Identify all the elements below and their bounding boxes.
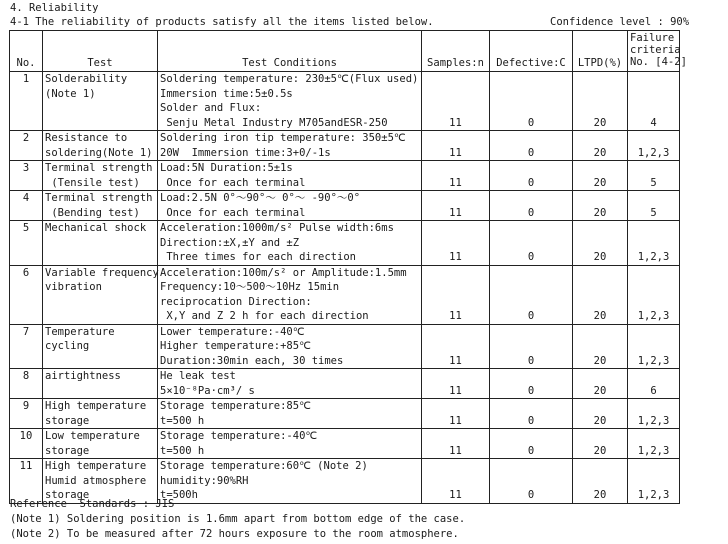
ltpd-cell: 20 [573,161,628,191]
failure-criteria-cell: 1,2,3 [628,324,680,369]
test-conditions-cell [158,131,422,161]
col-header-samples: Samples:n [422,31,490,72]
defective-cell: 0 [490,369,573,399]
test-conditions-cell [158,369,422,399]
reference-standards: Reference Standards : JIS [10,498,175,510]
defective-cell: 0 [490,72,573,131]
test-name-cell [43,191,158,221]
ltpd-cell: 20 [573,399,628,429]
test-name-line: (Note 1) [45,87,96,100]
failure-criteria-cell: 1,2,3 [628,131,680,161]
condition-line: Acceleration:1000m/s² Pulse width:6ms [160,222,394,234]
test-conditions-cell [158,221,422,266]
row-number: 5 [10,221,43,266]
condition-line: reciprocation Direction: [160,295,312,308]
test-name-cell [43,369,158,399]
condition-line: Immersion time:5±0.5s [160,87,293,100]
failure-header-line: Failure [630,32,675,44]
samples-cell: 11 [422,369,490,399]
ltpd-cell: 20 [573,265,628,324]
test-name-line: cycling [45,340,90,352]
test-name-line: Resistance to [45,132,128,144]
ltpd-cell: 20 [573,369,628,399]
condition-line: Storage temperature:60℃ (Note 2) [160,460,368,472]
test-conditions-cell [158,72,422,131]
samples-cell: 11 [422,399,490,429]
condition-line: X,Y and Z 2 h for each direction [160,310,369,322]
condition-line: Lower temperature:-40℃ [160,325,305,338]
col-header-no: No. [10,31,43,72]
test-name-cell [43,324,158,369]
defective-cell: 0 [490,324,573,369]
defective-cell: 0 [490,399,573,429]
col-header-conditions: Test Conditions [158,31,422,72]
test-conditions-cell [158,265,422,324]
failure-criteria-cell: 1,2,3 [628,429,680,459]
test-name-line: soldering(Note 1) [45,146,153,159]
test-name-line: Temperature [45,325,115,338]
failure-criteria-cell: 4 [628,72,680,131]
test-name-cell [43,72,158,131]
row-number: 11 [10,459,43,504]
defective-cell: 0 [490,131,573,161]
ltpd-cell: 20 [573,459,628,504]
ltpd-cell: 20 [573,324,628,369]
samples-cell: 11 [422,72,490,131]
condition-line: Direction:±X,±Y and ±Z [160,236,300,249]
test-name-cell [43,459,158,504]
table-row [10,161,680,191]
condition-line: Three times for each direction [160,251,356,263]
condition-line: t=500h [160,489,198,501]
condition-line: Load:5N Duration:5±1s [160,162,293,174]
condition-line: Once for each terminal [160,176,306,189]
test-name-line: Low temperature [45,430,140,442]
row-number: 3 [10,161,43,191]
table-row [10,399,680,429]
test-name-line: Humid atmosphere [45,474,147,487]
row-number: 2 [10,131,43,161]
test-name-line: Mechanical shock [45,222,147,234]
test-conditions-cell [158,459,422,504]
condition-line: Storage temperature:85℃ [160,400,311,412]
test-conditions-cell [158,191,422,221]
samples-cell: 11 [422,161,490,191]
test-name-line: storage [45,414,90,427]
test-name-line: Variable frequency [45,266,159,279]
condition-line: humidity:90%RH [160,474,249,487]
test-conditions-cell [158,161,422,191]
table-row [10,72,680,131]
test-name-line: (Tensile test) [45,176,140,189]
failure-header-line: criteria [630,44,681,56]
col-header-defective: Defective:C [490,31,573,72]
condition-line: Load:2.5N 0°〜90°〜 0°〜 -90°〜0° [160,192,361,204]
defective-cell: 0 [490,221,573,266]
col-header-ltpd: LTPD(%) [573,31,628,72]
condition-line: Higher temperature:+85℃ [160,340,311,352]
reliability-table [9,30,687,504]
ltpd-cell: 20 [573,221,628,266]
test-conditions-cell [158,429,422,459]
col-header-failure [628,31,687,72]
ltpd-cell: 20 [573,72,628,131]
section-subtitle: 4-1 The reliability of products satisfy all the items listed below. [10,16,434,28]
table-row [10,459,680,504]
condition-line: Senju Metal Industry M705andESR-250 [160,116,388,129]
samples-cell: 11 [422,131,490,161]
ltpd-cell: 20 [573,429,628,459]
failure-criteria-cell: 1,2,3 [628,221,680,266]
section-title: 4. Reliability [10,2,99,14]
failure-criteria-cell: 1,2,3 [628,459,680,504]
test-name-line: vibration [45,281,102,293]
test-name-cell [43,399,158,429]
ltpd-cell: 20 [573,191,628,221]
table-header-row [10,31,680,72]
samples-cell: 11 [422,324,490,369]
condition-line: 20W Immersion time:3+0/-1s [160,146,331,159]
defective-cell: 0 [490,265,573,324]
condition-line: Storage temperature:-40℃ [160,430,318,442]
failure-criteria-cell: 1,2,3 [628,399,680,429]
failure-criteria-cell: 5 [628,191,680,221]
condition-line: Acceleration:100m/s² or Amplitude:1.5mm [160,266,407,279]
test-name-line: storage [45,489,90,501]
condition-line: t=500 h [160,444,205,457]
table-row [10,429,680,459]
row-number: 1 [10,72,43,131]
table-row [10,131,680,161]
test-name-line: High temperature [45,400,147,412]
table-row [10,265,680,324]
note-1: (Note 1) Soldering position is 1.6mm apart from bottom edge of the case. [10,513,466,525]
condition-line: Soldering temperature: 230±5℃(Flux used) [160,73,419,85]
test-name-cell [43,161,158,191]
row-number: 9 [10,399,43,429]
samples-cell: 11 [422,191,490,221]
samples-cell: 11 [422,459,490,504]
row-number: 8 [10,369,43,399]
table-row [10,324,680,369]
failure-criteria-cell: 6 [628,369,680,399]
condition-line: Frequency:10〜500〜10Hz 15min [160,281,340,293]
condition-line: t=500 h [160,414,205,427]
row-number: 7 [10,324,43,369]
defective-cell: 0 [490,459,573,504]
defective-cell: 0 [490,191,573,221]
table-row [10,221,680,266]
test-conditions-cell [158,324,422,369]
test-name-line: Solderability [45,73,128,85]
test-conditions-cell [158,399,422,429]
row-number: 6 [10,265,43,324]
condition-line: Once for each terminal [160,206,306,219]
test-name-line: storage [45,444,90,457]
failure-criteria-cell: 5 [628,161,680,191]
test-name-cell [43,221,158,266]
test-name-cell [43,131,158,161]
condition-line: Solder and Flux: [160,102,262,114]
test-name-line: High temperature [45,460,147,472]
table-row [10,369,680,399]
row-number: 4 [10,191,43,221]
defective-cell: 0 [490,161,573,191]
test-name-line: airtightness [45,370,121,382]
table-body [10,72,680,504]
ltpd-cell: 20 [573,131,628,161]
samples-cell: 11 [422,221,490,266]
defective-cell: 0 [490,429,573,459]
samples-cell: 11 [422,429,490,459]
test-name-cell [43,429,158,459]
condition-line: Duration:30min each, 30 times [160,354,344,367]
samples-cell: 11 [422,265,490,324]
test-name-line: Terminal strength [45,192,153,204]
test-name-cell [43,265,158,324]
note-2: (Note 2) To be measured after 72 hours exposure to the room atmosphere. [10,528,459,540]
test-name-line: Terminal strength [45,162,153,174]
condition-line: He leak test [160,370,236,382]
table-row [10,191,680,221]
test-name-line: (Bending test) [45,206,140,219]
failure-header-line: No. [4-2] [630,56,687,68]
failure-criteria-cell: 1,2,3 [628,265,680,324]
confidence-level: Confidence level : 90% [550,16,690,28]
condition-line: Soldering iron tip temperature: 350±5℃ [160,132,406,144]
col-header-test: Test [43,31,158,72]
row-number: 10 [10,429,43,459]
condition-line: 5×10⁻⁸Pa·cm³/ s [160,384,255,397]
